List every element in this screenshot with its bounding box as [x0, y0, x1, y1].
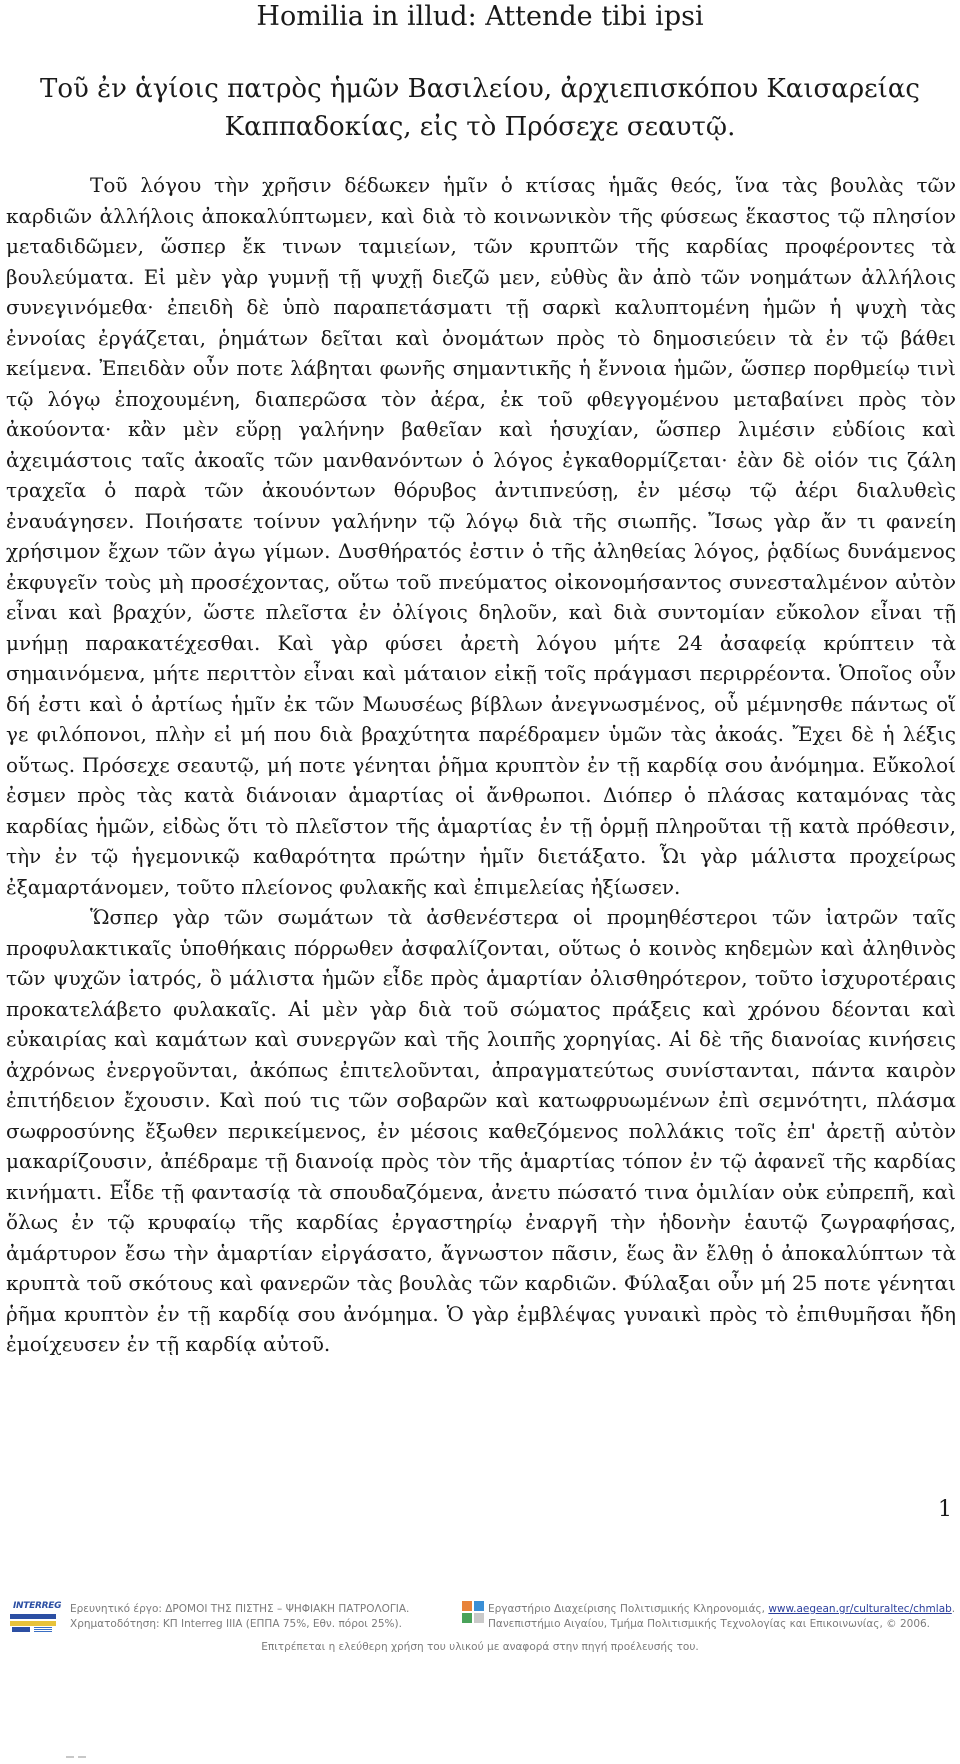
footer-funding-line: Χρηματοδότηση: ΚΠ Interreg IIIA (ΕΠΠΑ 75%, Εθν. πόροι 25%). [70, 1618, 402, 1630]
document-subtitle: Τοῦ ἐν ἁγίοις πατρὸς ἡμῶν Βασιλείου, ἀρχιεπισκόπου Καισαρείας Καππαδοκίας, εἰς τὸ Πρόσεχε σεαυτῷ. [40, 74, 920, 142]
document-body [6, 170, 956, 1360]
footer-lab-name: Εργαστήριο Διαχείρισης Πολιτισμικής Κληρονομιάς, [488, 1603, 769, 1615]
eu-flag-icon [12, 1627, 30, 1632]
logo-stripe-icon [10, 1621, 56, 1626]
footer-university-line: Πανεπιστήμιο Αιγαίου, Τμήμα Πολιτισμικής Τεχνολογίας και Επικοινωνίας, © 2006. [488, 1618, 931, 1630]
footer-lab-period: . [951, 1603, 956, 1615]
footer-project-line: Ερευνητικό έργο: ΔΡΟΜΟΙ ΤΗΣ ΠΙΣΤΗΣ – ΨΗΦΙΑΚΗ ΠΑΤΡΟΛΟΓΙΑ. [70, 1603, 410, 1615]
paragraph: Ὥσπερ γὰρ τῶν σωμάτων τὰ ἀσθενέστερα οἱ προμηθέστεροι τῶν ἰατρῶν ταῖς προφυλακτικαῖς ὑποθήκαις πόρρωθεν ἀσφαλίζονται, οὕτως ὁ κοινὸς κηδεμὼν καὶ ἀληθινὸς τῶν ψυχῶν ἰατρός, ὃ μάλιστα ἡμῶν εἶδε πρὸς ἁμαρτίαν ὀλισθηρότερον, τοῦτο ἰσχυροτέραις προκατελάβετο φυλακαῖς. Αἱ μὲν γὰρ διὰ τοῦ σώματος πράξεις καὶ χρόνου δέονται καὶ εὐκαιρίας καὶ καμάτων καὶ συνεργῶν καὶ τῆς λοιπῆς χορηγίας. Αἱ δὲ τῆς διανοίας κινήσεις ἀχρόνως ἐνεργοῦνται, ἀκόπως ἐπιτελοῦνται, ἀπραγματεύτως συνίστανται, πάντα καιρὸν ἐπιτήδειον ἔχουσιν. Καὶ πού τις τῶν σοβαρῶν καὶ κατωφρυωμένων ἐπὶ σεμνότητι, πλάσμα σωφροσύνης ἔξωθεν περικείμενος, ἐν μέσοις καθεζόμενος πολλάκις τοῖς ἐπ' ἀρετῇ αὐτὸν μακαρίζουσιν, ἀπέδραμε τῇ διανοίᾳ πρὸς τὸν τῆς ἁμαρτίας τόπον ἐν τῷ ἀφανεῖ τῆς καρδίας κινήματι. Εἶδε τῇ φαντασίᾳ τὰ σπουδαζόμενα, ἀνετυ πώσατό τινα ὁμιλίαν οὐκ εὐπρεπῆ, καὶ ὅλως ἐν τῷ κρυφαίῳ τῆς καρδίας ἐργαστηρίῳ ἐναργῆ τὴν ἡδονὴν ἑαυτῷ ζωγραφήσας, ἀμάρτυρον ἔσω τὴν ἁμαρτίαν εἰργάσατο, ἄγνωστον πᾶσιν, ἕως ἂν ἔλθῃ ὁ ἀποκαλύπτων τὰ κρυπτὰ τοῦ σκότους καὶ φανερῶν τὰς βουλὰς τῶν καρδιῶν. Φύλαξαι οὖν μή 25 ποτε γένηται ῥῆμα κρυπτὸν ἐν τῇ καρδίᾳ σου ἀνόμημα. Ὁ γὰρ ἐμβλέψας γυναικὶ πρὸς τὸ ἐπιθυμῆσαι ἤδη ἐμοίχευσεν ἐν τῇ καρδίᾳ αὐτοῦ. [6, 905, 956, 1356]
interreg-logo [10, 1600, 62, 1630]
footer-lab-info [460, 1598, 960, 1640]
interreg-logo-text: INTERREG [13, 1601, 62, 1611]
paragraph: Τοῦ λόγου τὴν χρῆσιν δέδωκεν ἡμῖν ὁ κτίσας ἡμᾶς θεός, ἵνα τὰς βουλὰς τῶν καρδιῶν ἀλλήλοις ἀποκαλύπτωμεν, καὶ διὰ τὸ κοινωνικὸν τῆς φύσεως ἕκαστος τῷ πλησίον μεταδιδῶμεν, ὥσπερ ἔκ τινων ταμιείων, τῶν κρυπτῶν τῆς καρδίας προφέροντες τὰ βουλεύματα. Εἰ μὲν γὰρ γυμνῇ τῇ ψυχῇ διεζῶ μεν, εὐθὺς ἂν ἀπὸ τῶν νοημάτων ἀλλήλοις συνεγινόμεθα· ἐπειδὴ δὲ ὑπὸ παραπετάσματι τῇ σαρκὶ καλυπτομένη ἡμῶν ἡ ψυχὴ τὰς ἐννοίας ἐργάζεται, ῥημάτων δεῖται καὶ ὀνομάτων πρὸς τὸ δημοσιεύειν τὰ ἐν τῷ βάθει κείμενα. Ἐπειδὰν οὖν ποτε λάβηται φωνῆς σημαντικῆς ἡ ἔννοια ἡμῶν, ὥσπερ πορθμείῳ τινὶ τῷ λόγῳ ἐποχουμένη, διαπερῶσα τὸν ἀέρα, ἐκ τοῦ φθεγγομένου μεταβαίνει πρὸς τὸν ἀκούοντα· κἂν μὲν εὕρῃ γαλήνην βαθεῖαν καὶ ἡσυχίαν, ὥσπερ λιμέσιν εὐδίοις καὶ ἀχειμάστοις ταῖς ἀκοαῖς τῶν μανθανόντων ὁ λόγος ἐγκαθορμίζεται· ἐὰν δὲ οἱόν τις ζάλη τραχεῖα ὁ παρὰ τῶν ἀκουόντων θόρυβος ἀντιπνεύσῃ, ἐν μέσῳ τῷ ἀέρι διαλυθεὶς ἐναυάγησεν. Ποιήσατε τοίνυν γαλήνην τῷ λόγῳ διὰ τῆς σιωπῆς. Ἴσως γὰρ ἄν τι φανείη χρήσιμον ἔχων τῶν ἀγω γίμων. Δυσθήρατός ἐστιν ὁ τῆς ἀληθείας λόγος, ῥᾳδίως δυνάμενος ἐκφυγεῖν τοὺς μὴ προσέχοντας, οὕτω τοῦ πνεύματος οἰκονομήσαντος συνεσταλμένον αὐτὸν εἶναι καὶ βραχύν, ὥστε πλεῖστα ἐν ὀλίγοις δηλοῦν, καὶ διὰ συντομίαν εὔκολον εἶναι τῇ μνήμῃ παρακατέχεσθαι. Καὶ γὰρ φύσει ἀρετὴ λόγου μήτε 24 ἀσαφείᾳ κρύπτειν τὰ σημαινόμενα, μήτε περιττὸν εἶναι καὶ μάταιον εἰκῇ τοῖς πράγμασι περιρρέοντα. Ὁποῖος οὖν δή ἐστι καὶ ὁ ἀρτίως ἡμῖν ἐκ τῶν Μωυσέως βίβλων ἀνεγνωσμένος, οὗ μέμνησθε πάντως οἵ γε φιλόπονοι, πλὴν εἰ μή που διὰ βραχύτητα παρέδραμεν ὑμῶν τὰς ἀκοάς. Ἔχει δὲ ἡ λέξις οὕτως. Πρόσεχε σεαυτῷ, μή ποτε γένηται ῥῆμα κρυπτὸν ἐν τῇ καρδίᾳ σου ἀνόμημα. Εὔκολοί ἐσμεν πρὸς τὰς κατὰ διάνοιαν ἁμαρτίας οἱ ἄνθρωποι. Διόπερ ὁ πλάσας καταμόνας τὰς καρδίας ἡμῶν, εἰδὼς ὅτι τὸ πλεῖστον τῆς ἁμαρτίας ἐν τῇ ὁρμῇ πληροῦται τῇ κατὰ πρόθεσιν, τὴν ἐν τῷ ἡγεμονικῷ καθαρότητα πρώτην ἡμῖν διετάξατο. Ὧι γὰρ μάλιστα προχείρως ἐξαμαρτάνομεν, τοῦτο πλείονος φυλακῆς καὶ ἐπιμελείας ἠξίωσεν. [6, 173, 956, 899]
footer-usage-notice: Επιτρέπεται η ελεύθερη χρήση του υλικού με αναφορά στην πηγή προέλευσής του. [261, 1641, 699, 1653]
footer-project-info [10, 1598, 460, 1640]
page-title: Homilia in illud: Attende tibi ipsi [256, 1, 704, 32]
lab-logo-icon [462, 1601, 484, 1625]
page-number: 1 [938, 1497, 952, 1522]
logo-stripe-icon [10, 1614, 56, 1619]
gr-flag-icon [34, 1627, 52, 1632]
page-edge-mark-icon [66, 1752, 92, 1762]
footer-lab-line [488, 1602, 955, 1617]
lab-website-link[interactable]: www.aegean.gr/culturaltec/chmlab [768, 1603, 952, 1615]
page-footer [0, 1592, 960, 1662]
